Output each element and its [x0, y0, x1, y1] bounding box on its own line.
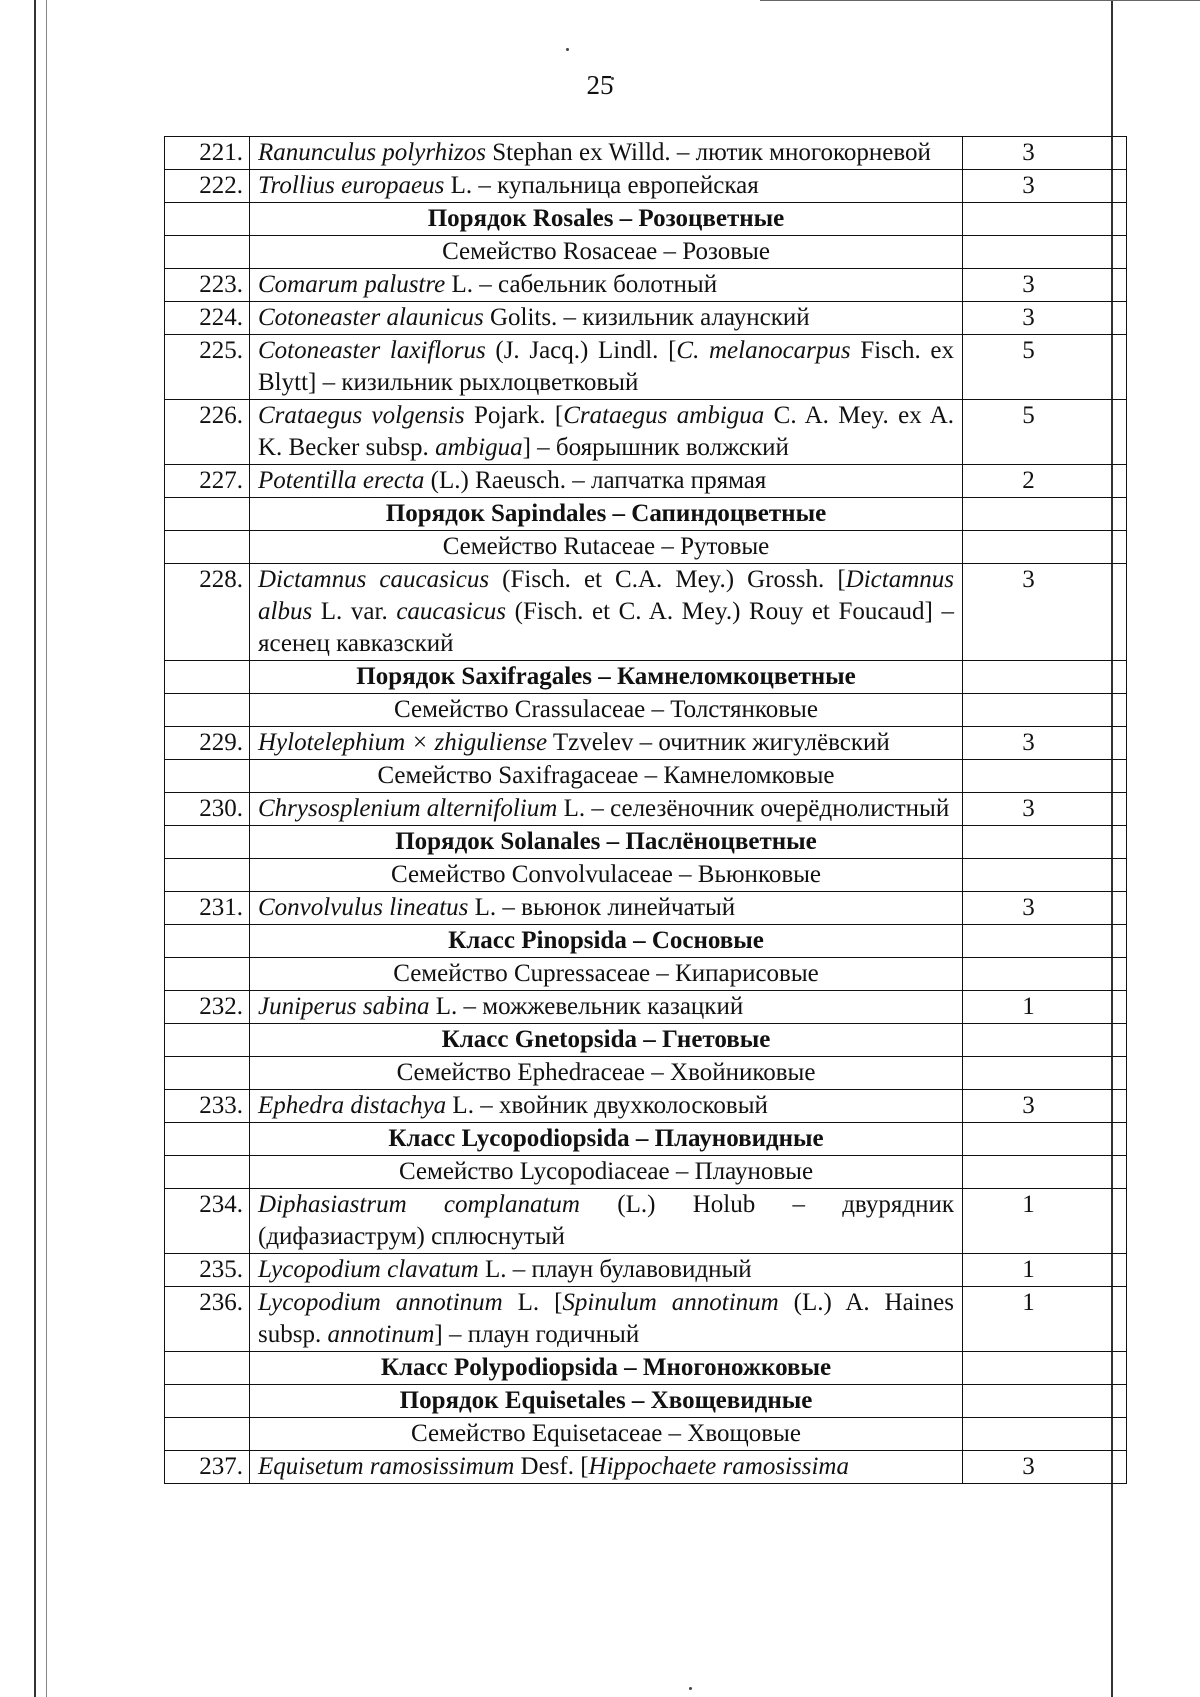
family-heading-row: [165, 1418, 1127, 1451]
empty-category-cell: [963, 859, 1127, 892]
species-number: 226.: [165, 400, 250, 465]
species-row: [165, 564, 1127, 661]
empty-number-cell: [165, 925, 250, 958]
species-description: [250, 400, 963, 465]
species-number: 222.: [165, 170, 250, 203]
species-description: [250, 269, 963, 302]
family-heading: Семейство Rosaceae – Розовые: [250, 236, 963, 269]
class-heading-row: [165, 1352, 1127, 1385]
empty-category-cell: [963, 1385, 1127, 1418]
species-description: [250, 137, 963, 170]
description-text: (L.) A. Haines subsp.: [258, 1289, 954, 1348]
latin-name: Trollius europaeus: [258, 172, 445, 199]
empty-number-cell: [165, 531, 250, 564]
species-description: [250, 335, 963, 400]
rarity-category: 3: [963, 892, 1127, 925]
latin-name: Ephedra distachya: [258, 1092, 447, 1119]
description-text: Golits. – кизильник алаунский: [483, 304, 810, 331]
family-heading-row: [165, 760, 1127, 793]
species-description: [250, 1090, 963, 1123]
species-number: 223.: [165, 269, 250, 302]
species-description: [250, 465, 963, 498]
empty-number-cell: [165, 1057, 250, 1090]
empty-category-cell: [963, 236, 1127, 269]
empty-category-cell: [963, 925, 1127, 958]
empty-category-cell: [963, 958, 1127, 991]
description-text: L. [: [502, 1289, 563, 1316]
species-row: [165, 465, 1127, 498]
class-heading: Класс Pinopsida – Сосновые: [250, 925, 963, 958]
rarity-category: 5: [963, 335, 1127, 400]
class-heading: Класс Gnetopsida – Гнетовые: [250, 1024, 963, 1057]
rarity-category: 3: [963, 1451, 1127, 1484]
description-text: (L.) Holub – двурядник (дифазиаструм) сплюснутый: [258, 1191, 955, 1250]
species-number: 228.: [165, 564, 250, 661]
description-text: L. – вьюнок линейчатый: [468, 894, 736, 921]
latin-name: Cotoneaster alaunicus: [258, 304, 484, 331]
description-text: L. – можжевельник казацкий: [429, 993, 744, 1020]
order-heading-row: [165, 498, 1127, 531]
empty-category-cell: [963, 1156, 1127, 1189]
empty-number-cell: [165, 1156, 250, 1189]
rarity-category: 3: [963, 564, 1127, 661]
empty-number-cell: [165, 1418, 250, 1451]
latin-name: Spinulum annotinum: [562, 1289, 779, 1316]
description-text: L. – плаун булавовидный: [478, 1256, 752, 1283]
latin-name: Hylotelephium × zhiguliense: [258, 729, 548, 756]
order-heading: Порядок Rosales – Розоцветные: [250, 203, 963, 236]
empty-number-cell: [165, 1385, 250, 1418]
order-heading-row: [165, 826, 1127, 859]
family-heading: Семейство Cupressaceae – Кипарисовые: [250, 958, 963, 991]
latin-name: ambigua: [435, 434, 523, 461]
species-row: [165, 1254, 1127, 1287]
latin-name: Comarum palustre: [258, 271, 446, 298]
empty-category-cell: [963, 498, 1127, 531]
description-text: Tzvelev – очитник жигулёвский: [547, 729, 890, 756]
species-row: [165, 991, 1127, 1024]
empty-number-cell: [165, 661, 250, 694]
latin-name: caucasicus: [396, 598, 507, 625]
description-text: Stephan ex Willd. – лютик многокорневой: [486, 139, 931, 166]
empty-number-cell: [165, 498, 250, 531]
family-heading-row: [165, 694, 1127, 727]
latin-name: Dictamnus albus: [258, 566, 954, 625]
species-row: [165, 170, 1127, 203]
rarity-category: 1: [963, 1254, 1127, 1287]
species-description: [250, 991, 963, 1024]
species-row: [165, 1189, 1127, 1254]
rarity-category: 1: [963, 1189, 1127, 1254]
species-description: [250, 170, 963, 203]
species-number: 227.: [165, 465, 250, 498]
family-heading-row: [165, 859, 1127, 892]
latin-name: Lycopodium annotinum: [258, 1289, 503, 1316]
empty-number-cell: [165, 694, 250, 727]
order-heading-row: [165, 1385, 1127, 1418]
page-number: 25: [586, 70, 614, 100]
empty-number-cell: [165, 1123, 250, 1156]
rarity-category: 1: [963, 1287, 1127, 1352]
rarity-category: 3: [963, 137, 1127, 170]
latin-name: Ranunculus polyrhizos: [258, 139, 487, 166]
latin-name: Potentilla erecta: [258, 467, 425, 494]
family-heading-row: [165, 1156, 1127, 1189]
description-text: L. var.: [312, 598, 397, 625]
empty-number-cell: [165, 1024, 250, 1057]
description-text: ] – боярышник волжский: [522, 434, 789, 461]
scan-edge-line: [34, 0, 36, 1697]
species-number: 229.: [165, 727, 250, 760]
empty-number-cell: [165, 203, 250, 236]
scan-edge-line: [46, 0, 47, 1697]
family-heading-row: [165, 958, 1127, 991]
latin-name: Convolvulus lineatus: [258, 894, 469, 921]
scan-speck: [689, 1687, 692, 1690]
species-row: [165, 1451, 1127, 1484]
latin-name: annotinum: [327, 1321, 435, 1348]
description-text: L. – селезёночник очерёднолистный: [557, 795, 950, 822]
family-heading-row: [165, 1057, 1127, 1090]
description-text: L. – сабельник болотный: [445, 271, 718, 298]
species-table: [164, 136, 1127, 1484]
latin-name: C. melanocarpus: [676, 337, 851, 364]
family-heading-row: [165, 531, 1127, 564]
empty-category-cell: [963, 1352, 1127, 1385]
latin-name: Dictamnus caucasicus: [258, 566, 490, 593]
species-number: 233.: [165, 1090, 250, 1123]
empty-category-cell: [963, 1418, 1127, 1451]
species-row: [165, 335, 1127, 400]
species-number: 230.: [165, 793, 250, 826]
species-description: [250, 564, 963, 661]
species-number: 236.: [165, 1287, 250, 1352]
species-row: [165, 137, 1127, 170]
family-heading-row: [165, 236, 1127, 269]
description-text: L. – купальница европейская: [444, 172, 759, 199]
species-description: [250, 1254, 963, 1287]
empty-number-cell: [165, 958, 250, 991]
family-heading: Семейство Saxifragaceae – Камнеломковые: [250, 760, 963, 793]
description-text: (Fisch. et C.A. Mey.) Grossh. [: [489, 566, 846, 593]
class-heading-row: [165, 1024, 1127, 1057]
species-number: 234.: [165, 1189, 250, 1254]
species-description: [250, 302, 963, 335]
latin-name: Equisetum ramosissimum: [258, 1453, 515, 1480]
family-heading: Семейство Ephedraceae – Хвойниковые: [250, 1057, 963, 1090]
latin-name: Hippochaete ramosissima: [588, 1453, 849, 1480]
order-heading: Порядок Sapindales – Сапиндоцветные: [250, 498, 963, 531]
latin-name: Lycopodium clavatum: [258, 1256, 479, 1283]
family-heading: Семейство Lycopodiaceae – Плауновые: [250, 1156, 963, 1189]
rarity-category: 3: [963, 793, 1127, 826]
species-number: 232.: [165, 991, 250, 1024]
rarity-category: 3: [963, 170, 1127, 203]
family-heading: Семейство Convolvulaceae – Вьюнковые: [250, 859, 963, 892]
order-heading: Порядок Equisetales – Хвощевидные: [250, 1385, 963, 1418]
empty-category-cell: [963, 760, 1127, 793]
rarity-category: 3: [963, 269, 1127, 302]
species-row: [165, 302, 1127, 335]
species-number: 237.: [165, 1451, 250, 1484]
species-number: 235.: [165, 1254, 250, 1287]
empty-number-cell: [165, 760, 250, 793]
species-description: [250, 1451, 963, 1484]
rarity-category: 2: [963, 465, 1127, 498]
scan-speck: [566, 48, 569, 51]
family-heading: Семейство Equisetaceae – Хвощовые: [250, 1418, 963, 1451]
latin-name: Chrysosplenium alternifolium: [258, 795, 558, 822]
description-text: Desf. [: [514, 1453, 589, 1480]
description-text: C. A. Mey. ex A. K. Becker subsp.: [258, 402, 954, 461]
order-heading-row: [165, 661, 1127, 694]
species-description: [250, 727, 963, 760]
description-text: (L.) Raeusch. – лапчатка прямая: [424, 467, 767, 494]
rarity-category: 5: [963, 400, 1127, 465]
empty-number-cell: [165, 859, 250, 892]
table-body: [165, 137, 1127, 1484]
empty-category-cell: [963, 1057, 1127, 1090]
empty-number-cell: [165, 1352, 250, 1385]
species-row: [165, 1090, 1127, 1123]
empty-category-cell: [963, 694, 1127, 727]
empty-number-cell: [165, 826, 250, 859]
description-text: ] – плаун годичный: [434, 1321, 640, 1348]
rarity-category: 3: [963, 302, 1127, 335]
latin-name: Crataegus ambigua: [563, 402, 765, 429]
order-heading: Порядок Saxifragales – Камнеломкоцветные: [250, 661, 963, 694]
description-text: Pojark. [: [464, 402, 564, 429]
family-heading: Семейство Crassulaceae – Толстянковые: [250, 694, 963, 727]
species-row: [165, 400, 1127, 465]
family-heading: Семейство Rutaceae – Рутовые: [250, 531, 963, 564]
species-number: 225.: [165, 335, 250, 400]
rarity-category: 3: [963, 727, 1127, 760]
latin-name: Juniperus sabina: [258, 993, 430, 1020]
empty-number-cell: [165, 236, 250, 269]
latin-name: Cotoneaster laxiflorus: [258, 337, 486, 364]
species-row: [165, 892, 1127, 925]
species-row: [165, 793, 1127, 826]
species-description: [250, 1287, 963, 1352]
description-text: L. – хвойник двухколосковый: [446, 1092, 768, 1119]
species-row: [165, 1287, 1127, 1352]
empty-category-cell: [963, 203, 1127, 236]
description-text: Fisch. ex Blytt] – кизильник рыхлоцветковый: [258, 337, 954, 396]
description-text: (J. Jacq.) Lindl. [: [485, 337, 677, 364]
latin-name: Diphasiastrum complanatum: [258, 1191, 580, 1218]
order-heading-row: [165, 203, 1127, 236]
latin-name: Crataegus volgensis: [258, 402, 465, 429]
species-description: [250, 1189, 963, 1254]
empty-category-cell: [963, 531, 1127, 564]
species-description: [250, 892, 963, 925]
class-heading: Класс Lycopodiopsida – Плауновидные: [250, 1123, 963, 1156]
species-number: 221.: [165, 137, 250, 170]
empty-category-cell: [963, 1123, 1127, 1156]
class-heading: Класс Polypodiopsida – Многоножковые: [250, 1352, 963, 1385]
order-heading: Порядок Solanales – Паслёноцветные: [250, 826, 963, 859]
species-description: [250, 793, 963, 826]
species-number: 224.: [165, 302, 250, 335]
empty-category-cell: [963, 826, 1127, 859]
rarity-category: 3: [963, 1090, 1127, 1123]
species-row: [165, 727, 1127, 760]
species-row: [165, 269, 1127, 302]
empty-category-cell: [963, 661, 1127, 694]
rarity-category: 1: [963, 991, 1127, 1024]
species-number: 231.: [165, 892, 250, 925]
description-text: (Fisch. et C. A. Mey.) Rouy et Foucaud] – ясенец кавказский: [258, 598, 954, 657]
class-heading-row: [165, 1123, 1127, 1156]
scan-edge-line: [760, 0, 1200, 1]
class-heading-row: [165, 925, 1127, 958]
empty-category-cell: [963, 1024, 1127, 1057]
